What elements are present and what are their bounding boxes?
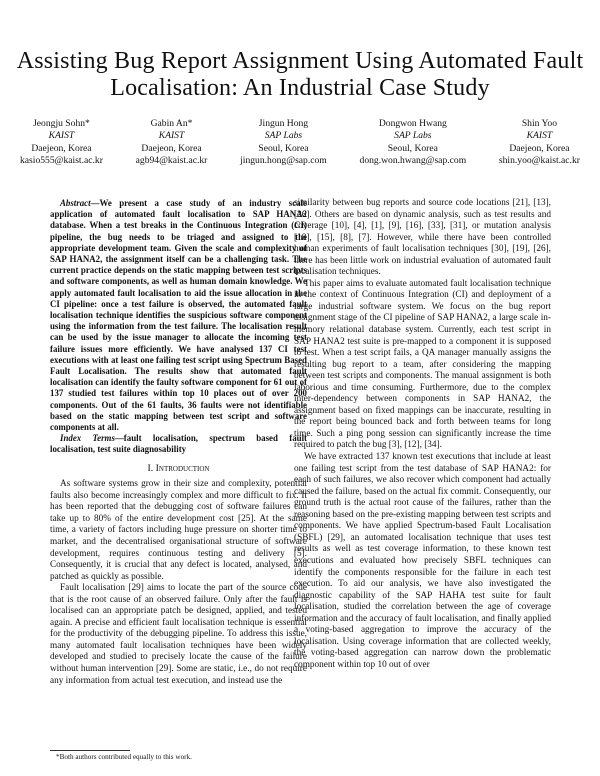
author-affiliation: KAIST	[48, 130, 75, 142]
author-name: Jeongju Sohn*	[33, 118, 90, 129]
abstract-text: —We present a case study of an industry scale application of automated fault localisation to SAP HANA2 database. When a test breaks in the Continuous Integration (CI) pipeline, the bug needs to be triaged and assigned to the appropriate development team. Given the scale and complexity of SAP HANA2, the assignment itself can be a challenging task. The current practice depends on the static mapping between test scripts and software components, as well as human domain knowledge. We apply automated fault localisation to aid the issue allocation in the CI pipeline: once a test failure is observed, the automated fault localisation technique identifies the suspicious software component using the information from the test failure. The localisation result can be used by the issue manager to allocate the incoming test failure issues more efficiently. We have analysed 137 CI test executions with at least one failing test script using Spectrum Based Fault Localisation. The results show that automated fault localisation can identify the faulty software component for 61 out of 137 studied test failures within top 10 places out of over 200 components. Out of the 61 faults, 36 faults were not identifiable based on the static mapping between test script and software components at all.	[50, 198, 307, 433]
paper-title: Assisting Bug Report Assignment Using Automated Fault Localisation: An Industrial Case Study	[16, 48, 584, 101]
author-location: Seoul, Korea	[387, 142, 438, 154]
left-column	[50, 198, 307, 687]
index-terms	[50, 433, 307, 455]
author-4	[360, 118, 467, 167]
author-email: agb94@kaist.ac.kr	[135, 154, 208, 166]
abstract	[50, 198, 307, 433]
author-email: jingun.hong@sap.com	[240, 154, 327, 166]
author-name: Gabin An*	[150, 118, 193, 129]
author-1	[20, 118, 103, 167]
intro-paragraph-2: Fault localisation [29] aims to locate the part of the source code that is the root cause of an observed failure. Only after the fault is localised can an appropriate patch be designed, applied, and tested again. A precise and efficient fault localisation technique is essential for the productivity of the debugging pipeline. To address this issue, many automated fault localisation techniques have been widely developed and studied to precisely locate the cause of the failure without human intervention [29]. Some are static, i.e., do not require any information from actual test execution, and instead use the	[50, 583, 307, 686]
author-name: Jingun Hong	[258, 118, 309, 129]
index-terms-label: Index Terms	[60, 433, 115, 444]
author-5	[499, 118, 580, 167]
footnote-divider	[50, 750, 130, 751]
author-name: Dongwon Hwang	[378, 118, 447, 129]
author-affiliation: KAIST	[158, 130, 185, 142]
author-location: Daejeon, Korea	[31, 142, 92, 154]
index-terms-text: —fault localisation, spectrum based fault localisation, test suite diagnosability	[50, 433, 308, 455]
author-email: shin.yoo@kaist.ac.kr	[498, 154, 580, 166]
author-affiliation: SAP Labs	[394, 130, 432, 142]
author-affiliation: SAP Labs	[264, 130, 303, 142]
intro-paragraph-5: We have extracted 137 known test executions that include at least one failing test script from the test database of SAP HANA2: for each of such failures, we also recover which component had actually caused the failure, based on the actual fix commit. Consequently, our ground truth is the actual root cause of the failures, rather than the reasoning based on the pre-existing mapping between test scripts and components. We have applied Spectrum-based Fault Localisation (SBFL) [29], an automated localisation technique that uses test results as well as test coverage information, to these known test executions and evaluated how precisely SBFL techniques can identify the components responsible for the failure in each test execution. To aid our analysis, we have also investigated the diagnostic capability of the SAP HAHA test suite for fault localisation, studied the correlation between the age of coverage information and the accuracy of fault localisation, and finally applied a voting-based aggregation to improve the accuracy of the localisation. Using coverage information that are collected weekly, the voting-based aggregation can narrow down the problematic component within top 10 out of over	[294, 452, 551, 670]
author-2	[136, 118, 208, 167]
right-column	[294, 198, 551, 671]
author-name: Shin Yoo	[521, 118, 558, 129]
intro-paragraph-1: As software systems grow in their size and complexity, potential faults also become increasingly complex and more difficult to fix. It has been reported that the debugging cost of software failures can take up to 80% of the entire development cost [25]. At the same time, a variety of factors including huge pressure on shorter time to market, and the decentralised organisational structure of software development, requires continuous testing and delivery [5]. Consequently, it is crucial that any defect is located, analysed, and patched as quickly as possible.	[50, 479, 307, 582]
section-heading-introduction: I. Introduction	[147, 462, 210, 474]
author-location: Seoul, Korea	[258, 142, 309, 154]
author-location: Daejeon, Korea	[141, 142, 202, 154]
intro-paragraph-4: This paper aims to evaluate automated fault localisation technique in the context of Continuous Integration (CI) and deployment of a large industrial software system. We focus on the bug report assignment stage of the CI pipeline of SAP HANA2, a large scale in-memory relational database system. Currently, each test script in SAP HANA2 test suite is pre-mapped to a component it is supposed to test. When a test script fails, a QA manager manually assigns the resulting bug report to a team, after considering the mapping between test scripts and components. The manual assignment is both laborious and time consuming. Furthermore, due to the complex inter-dependency between components in SAP HANA2, the assignment based on fixed mappings can be inaccurate, resulting in the report being bounced back and forth between teams for long time. Such a ping pong session can significantly increase the time required to patch the bug [3], [12], [34].	[294, 278, 551, 451]
abstract-label: Abstract	[60, 198, 91, 208]
author-block	[20, 118, 580, 167]
footnote: *Both authors contributed equally to this work.	[56, 753, 192, 761]
author-location: Daejeon, Korea	[509, 142, 570, 154]
intro-paragraph-3: similarity between bug reports and source code locations [21], [13], [26]. Others are based on dynamic analysis, such as test results and coverage [10], [4], [1], [9], [16], [33], [31], or mutation analysis [18], [15], [8], [7]. However, while there have been controlled human experiments of fault localisation techniques [30], [19], [26], there has been little work on industrial evaluation of automated fault localisation techniques.	[294, 198, 551, 278]
author-affiliation: KAIST	[526, 130, 553, 142]
author-email: dong.won.hwang@sap.com	[359, 154, 467, 166]
author-3	[240, 118, 327, 167]
author-email: kasio555@kaist.ac.kr	[20, 154, 103, 166]
